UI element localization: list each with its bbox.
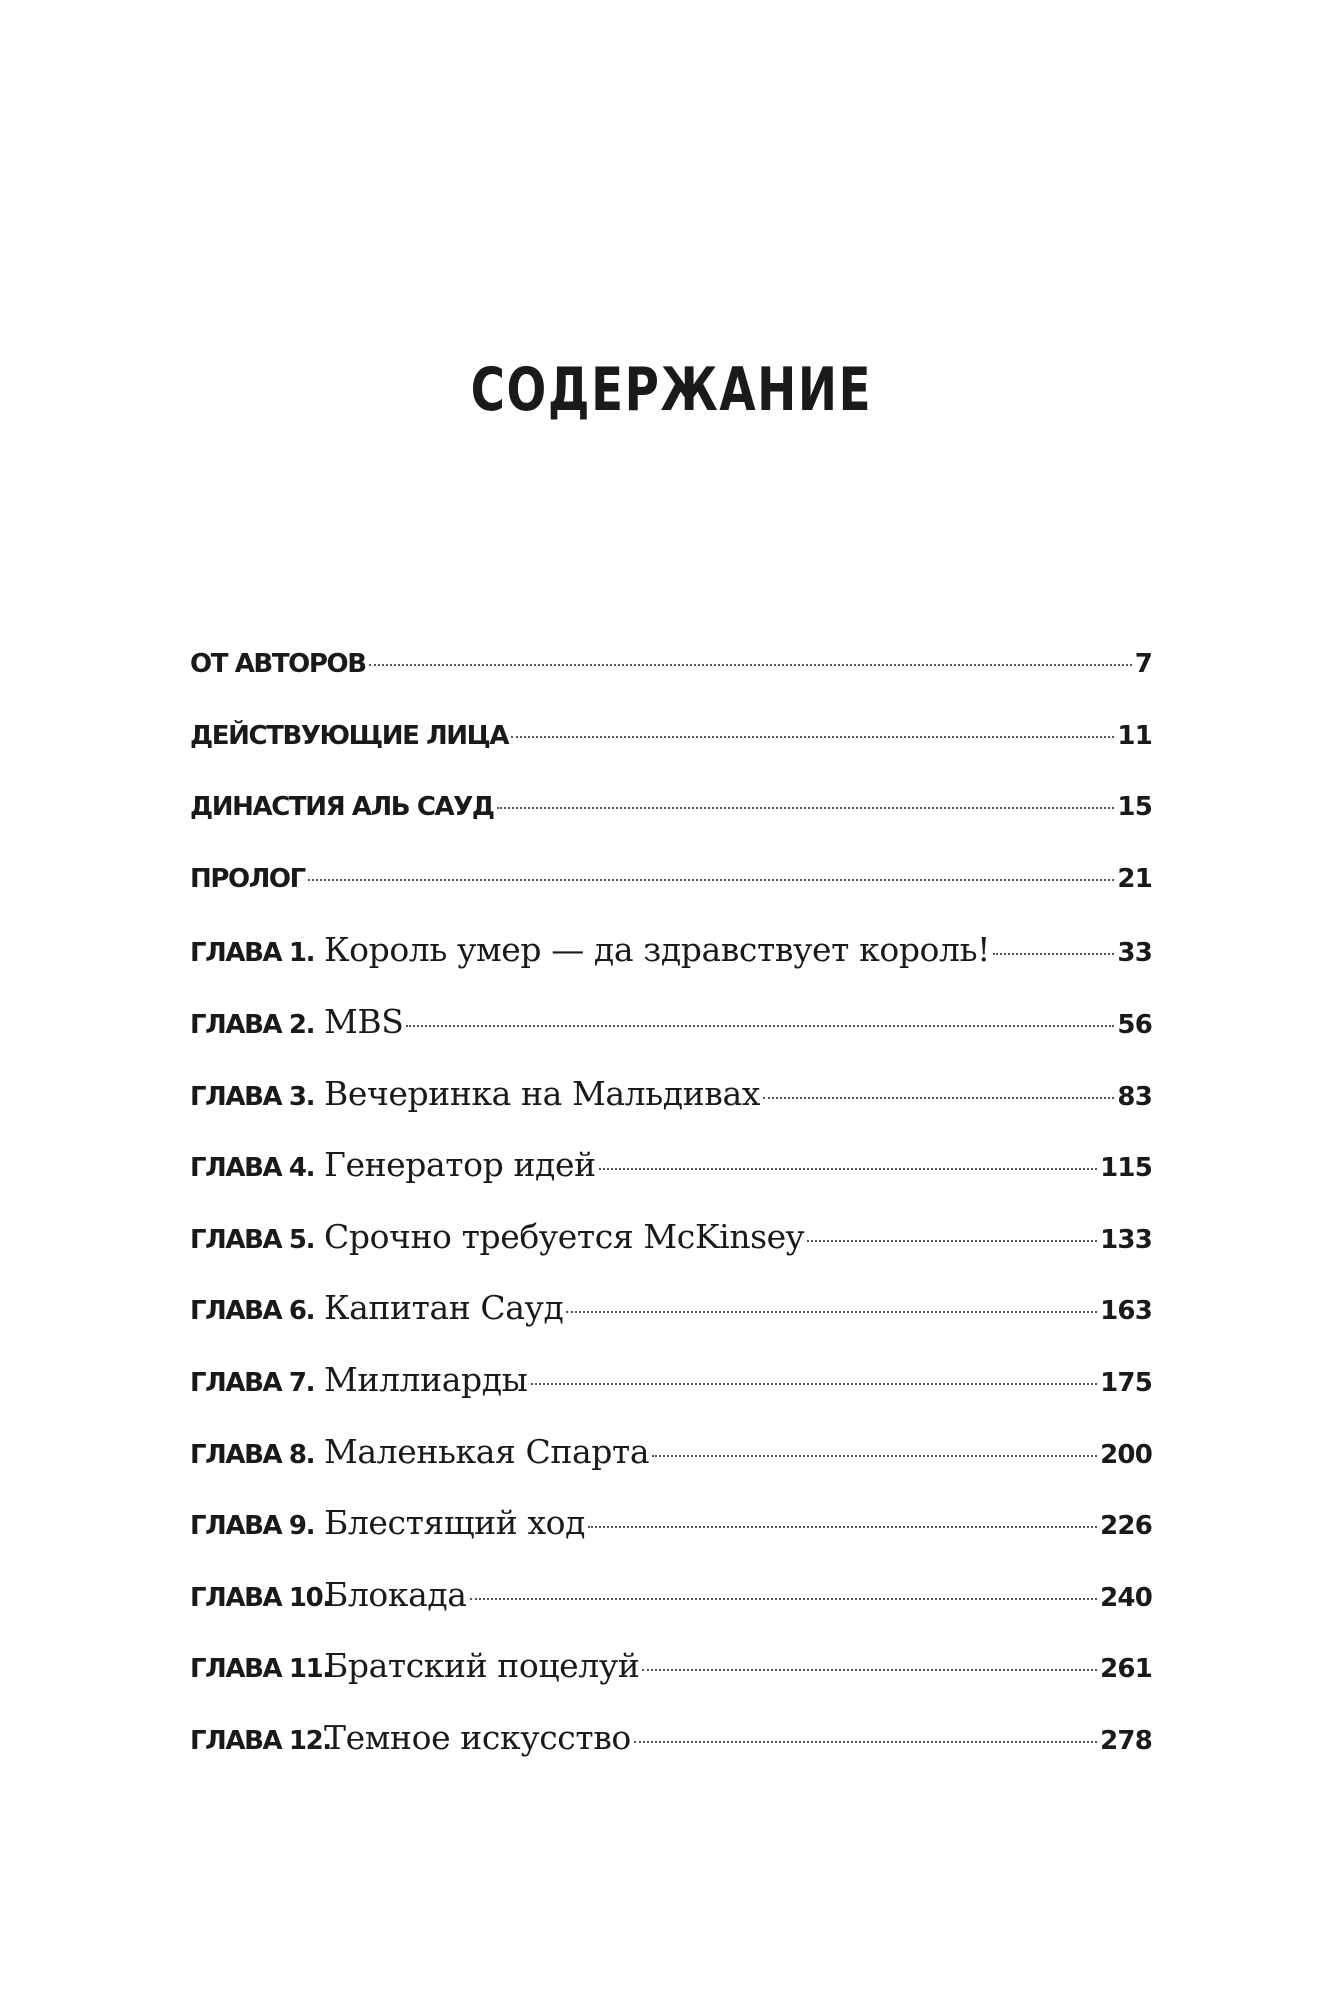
chapter-title: Маленькая Спарта: [324, 1431, 650, 1471]
toc-entry-prologue[interactable]: [190, 855, 1152, 927]
toc-entry-page-number: 278: [1100, 1725, 1152, 1756]
dot-leader: [588, 1526, 1097, 1528]
toc-entry-page-number: 83: [1117, 1081, 1152, 1112]
chapter-title: Блокада: [324, 1574, 467, 1614]
toc-entry-chapter-2[interactable]: [190, 998, 1152, 1070]
chapter-number: ГЛАВА 1.: [190, 938, 315, 969]
toc-entry-page-number: 226: [1100, 1511, 1152, 1542]
dot-leader: [634, 1741, 1097, 1743]
toc-entry-chapter-12[interactable]: [190, 1714, 1152, 1786]
chapter-title: Генератор идей: [324, 1145, 596, 1185]
toc-entry-page-number: 56: [1117, 1009, 1152, 1040]
toc-entry-label: ОТ АВТОРОВ: [190, 649, 366, 679]
dot-leader: [599, 1168, 1097, 1170]
toc-entry-page-number: 200: [1100, 1439, 1152, 1470]
chapter-number: ГЛАВА 12.: [190, 1725, 331, 1756]
dot-leader: [531, 1383, 1098, 1385]
chapter-title: Блестящий ход: [324, 1503, 586, 1543]
toc-entry-chapter-6[interactable]: [190, 1284, 1152, 1356]
toc-entry-page-number: 21: [1117, 863, 1152, 894]
chapter-title: Капитан Сауд: [324, 1288, 564, 1328]
chapter-title: Миллиарды: [324, 1359, 528, 1399]
dot-leader: [369, 664, 1132, 666]
toc-entry-page-number: 240: [1100, 1582, 1152, 1613]
chapter-title: Вечеринка на Мальдивах: [324, 1073, 760, 1113]
toc-entry-label: ДИНАСТИЯ АЛЬ САУД: [190, 792, 494, 823]
toc-entry-page-number: 7: [1134, 649, 1152, 679]
dot-leader: [807, 1240, 1097, 1242]
toc-entry-page-number: 15: [1117, 792, 1152, 823]
chapter-number: ГЛАВА 10.: [190, 1582, 331, 1613]
dot-leader: [566, 1311, 1097, 1313]
toc-entry-chapter-11[interactable]: [190, 1642, 1152, 1714]
chapter-number: ГЛАВА 8.: [190, 1439, 315, 1470]
toc-entry-from-authors[interactable]: [190, 640, 1152, 712]
toc-entry-label: ПРОЛОГ: [190, 863, 305, 894]
chapter-number: ГЛАВА 2.: [190, 1009, 315, 1040]
dot-leader: [652, 1455, 1097, 1457]
toc-entry-chapter-7[interactable]: [190, 1356, 1152, 1428]
toc-entry-chapter-10[interactable]: [190, 1571, 1152, 1643]
toc-entry-characters[interactable]: [190, 712, 1152, 784]
dot-leader: [497, 807, 1115, 809]
chapter-number: ГЛАВА 4.: [190, 1153, 315, 1184]
toc-entry-page-number: 175: [1100, 1367, 1152, 1398]
chapter-title: Король умер — да здравствует король!: [324, 930, 990, 970]
toc-entry-page-number: 33: [1117, 938, 1152, 969]
toc-entry-chapter-3[interactable]: [190, 1070, 1152, 1142]
chapter-title: MBS: [324, 1001, 404, 1041]
toc-entry-page-number: 133: [1100, 1224, 1152, 1255]
toc-entry-page-number: 261: [1100, 1654, 1152, 1685]
dot-leader: [993, 953, 1114, 955]
toc-entry-page-number: 115: [1100, 1153, 1152, 1184]
dot-leader: [763, 1097, 1114, 1099]
toc-entry-dynasty[interactable]: [190, 783, 1152, 855]
chapter-number: ГЛАВА 7.: [190, 1367, 315, 1398]
chapter-number: ГЛАВА 9.: [190, 1511, 315, 1542]
toc-entry-chapter-4[interactable]: [190, 1141, 1152, 1213]
toc-entry-page-number: 163: [1100, 1296, 1152, 1327]
toc-entry-chapter-1[interactable]: [190, 926, 1152, 998]
toc-entry-chapter-9[interactable]: [190, 1499, 1152, 1571]
dot-leader: [406, 1025, 1114, 1027]
dot-leader: [470, 1598, 1098, 1600]
chapter-number: ГЛАВА 6.: [190, 1296, 315, 1327]
chapter-title: Срочно требуется McKinsey: [324, 1216, 805, 1256]
chapter-number: ГЛАВА 11.: [190, 1654, 331, 1685]
chapter-title: Темное искусство: [324, 1717, 631, 1757]
toc-entry-label: ДЕЙСТВУЮЩИЕ ЛИЦА: [190, 720, 509, 751]
dot-leader: [642, 1669, 1097, 1671]
chapter-number: ГЛАВА 5.: [190, 1224, 315, 1255]
toc-entry-chapter-8[interactable]: [190, 1428, 1152, 1500]
dot-leader: [511, 736, 1114, 738]
table-of-contents: [190, 640, 1152, 1786]
page-title: СОДЕРЖАНИЕ: [470, 355, 873, 425]
dot-leader: [308, 879, 1115, 881]
toc-entry-page-number: 11: [1117, 720, 1152, 751]
chapter-title: Братский поцелуй: [324, 1646, 640, 1686]
chapter-number: ГЛАВА 3.: [190, 1081, 315, 1112]
toc-entry-chapter-5[interactable]: [190, 1213, 1152, 1285]
